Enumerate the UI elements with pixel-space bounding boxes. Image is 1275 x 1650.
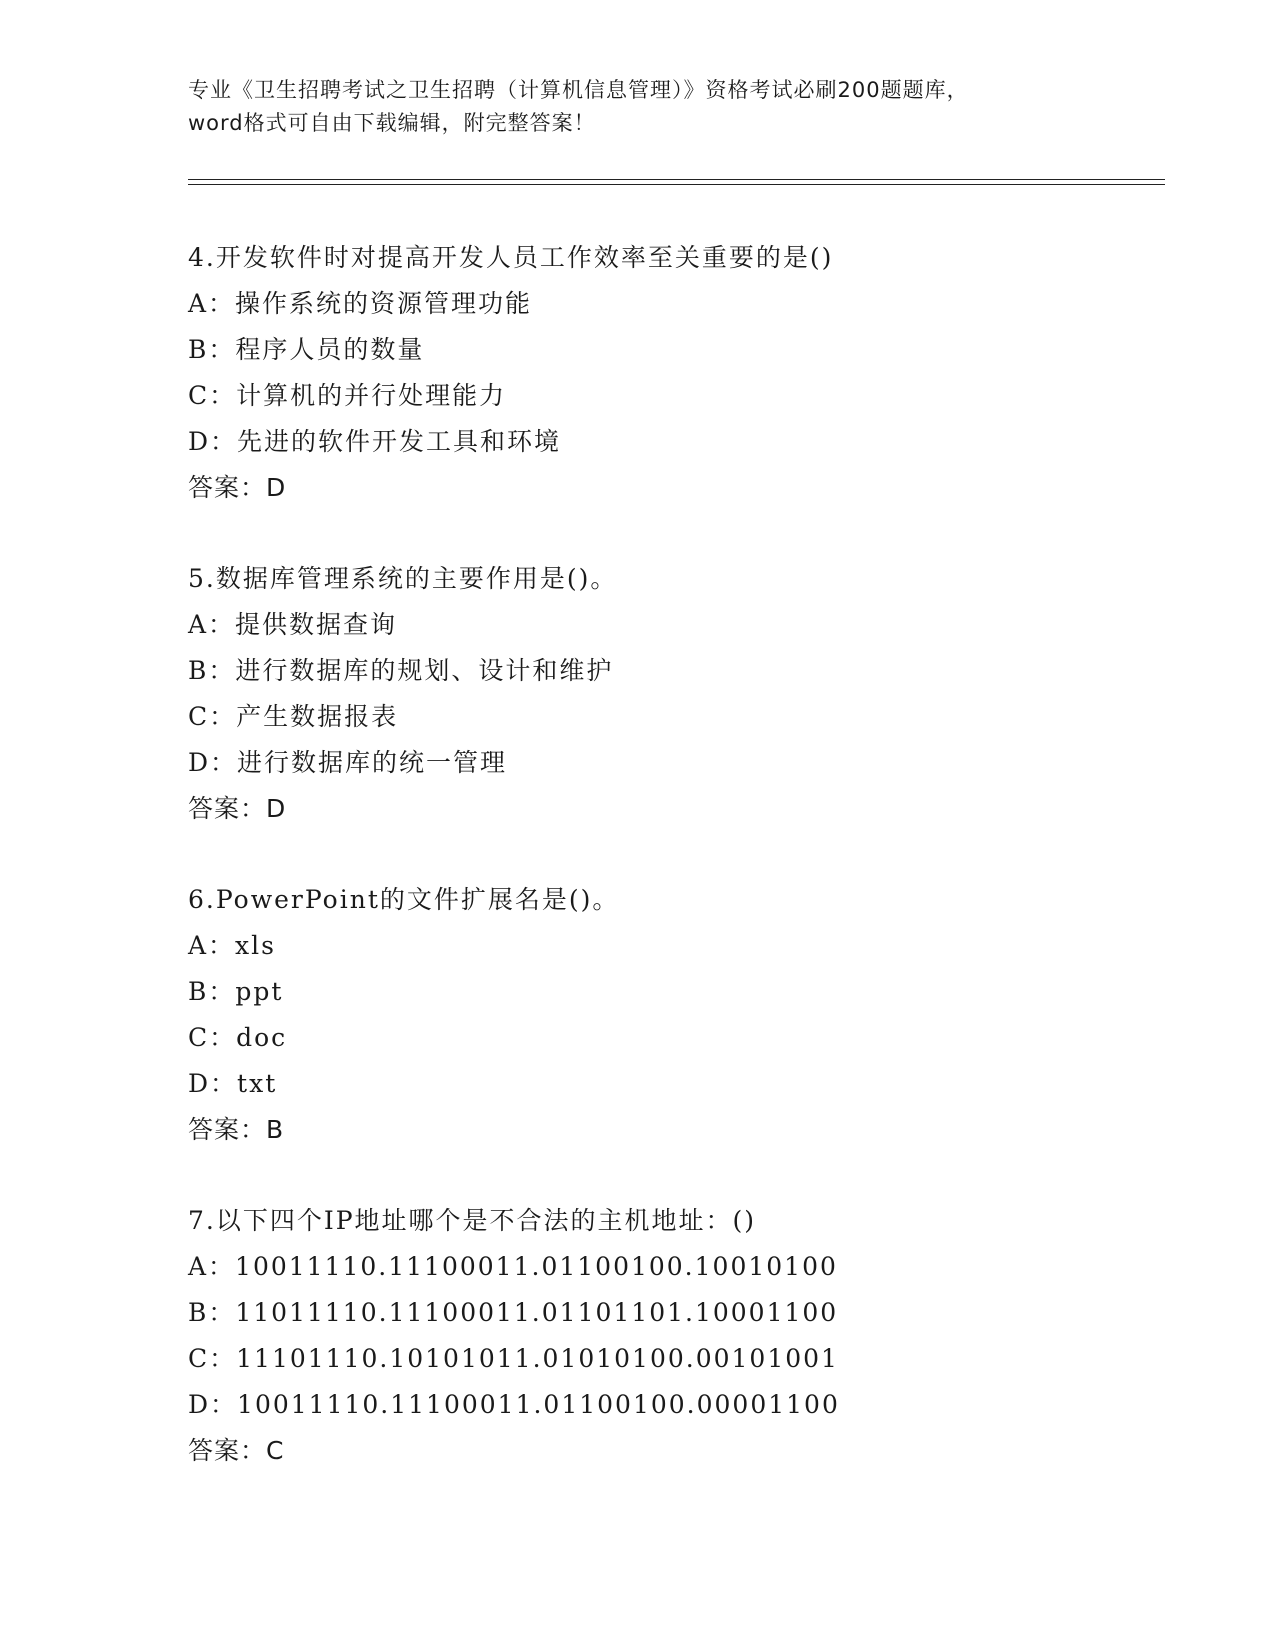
question-stem: 4.开发软件时对提高开发人员工作效率至关重要的是() bbox=[188, 243, 834, 272]
option-a: A：操作系统的资源管理功能 bbox=[188, 289, 533, 318]
header-divider-top bbox=[188, 179, 1165, 180]
question-stem: 6.PowerPoint的文件扩展名是()。 bbox=[188, 885, 620, 914]
option-a: A：10011110.11100011.01100100.10010100 bbox=[188, 1252, 838, 1281]
question-5 bbox=[188, 556, 1138, 832]
option-d: D：先进的软件开发工具和环境 bbox=[188, 427, 562, 456]
option-c: C：doc bbox=[188, 1023, 288, 1052]
header-line-2: word格式可自由下载编辑，附完整答案！ bbox=[188, 111, 596, 135]
option-b: B：程序人员的数量 bbox=[188, 335, 425, 364]
answer-line: 答案：D bbox=[188, 794, 287, 823]
option-c: C：产生数据报表 bbox=[188, 702, 399, 731]
option-b: B：ppt bbox=[188, 977, 284, 1006]
option-b: B：11011110.11100011.01101101.10001100 bbox=[188, 1298, 839, 1327]
option-d: D：txt bbox=[188, 1069, 278, 1098]
option-c: C：计算机的并行处理能力 bbox=[188, 381, 507, 410]
question-7 bbox=[188, 1198, 1138, 1474]
option-b: B：进行数据库的规划、设计和维护 bbox=[188, 656, 614, 685]
answer-line: 答案：D bbox=[188, 473, 287, 502]
option-d: D：10011110.11100011.01100100.00001100 bbox=[188, 1390, 840, 1419]
answer-line: 答案：B bbox=[188, 1115, 285, 1144]
option-a: A：提供数据查询 bbox=[188, 610, 398, 639]
header-divider-bottom bbox=[188, 184, 1165, 185]
option-a: A：xls bbox=[188, 931, 276, 960]
document-header bbox=[188, 74, 1088, 140]
header-line-1: 专业《卫生招聘考试之卫生招聘（计算机信息管理）》资格考试必刷200题题库， bbox=[188, 78, 969, 102]
question-4 bbox=[188, 235, 1138, 511]
question-stem: 5.数据库管理系统的主要作用是()。 bbox=[188, 564, 618, 593]
question-6 bbox=[188, 877, 1138, 1153]
answer-line: 答案：C bbox=[188, 1436, 285, 1465]
question-stem: 7.以下四个IP地址哪个是不合法的主机地址：() bbox=[188, 1206, 757, 1235]
option-d: D：进行数据库的统一管理 bbox=[188, 748, 508, 777]
option-c: C：11101110.10101011.01010100.00101001 bbox=[188, 1344, 839, 1373]
